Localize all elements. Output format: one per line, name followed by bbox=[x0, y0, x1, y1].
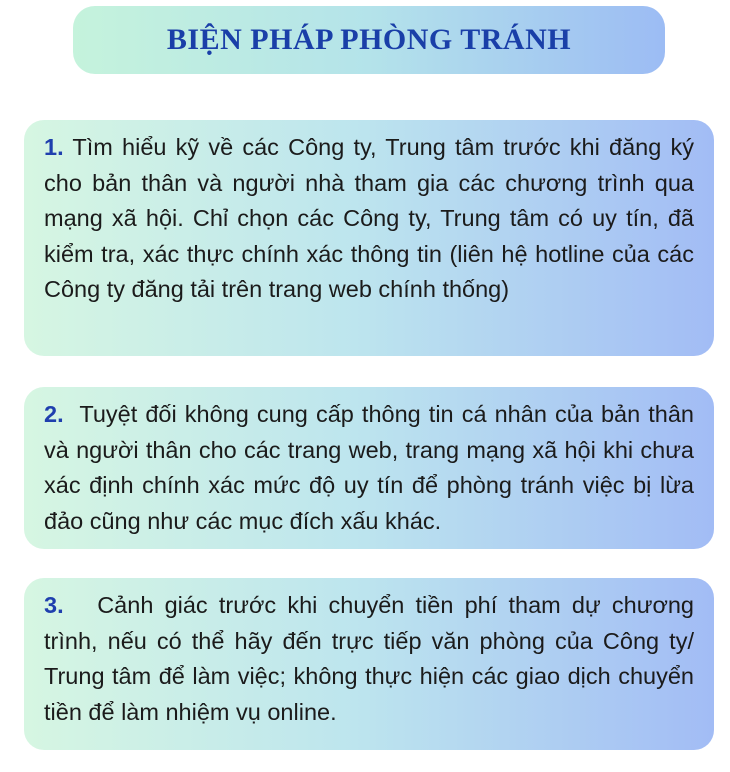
measure-text-3: Cảnh giác trước khi chuyển tiền phí tham dự chương trình, nếu có thể hãy đến trực tiếp văn phòng của Công ty/ Trung tâm để làm việc; không thực hiện các giao dịch chuyển tiền để làm nhiệm vụ online. bbox=[44, 592, 694, 725]
page-title: BIỆN PHÁP PHÒNG TRÁNH bbox=[166, 23, 572, 56]
measure-number-3: 3. bbox=[44, 592, 64, 618]
measure-number-2: 2. bbox=[44, 401, 64, 427]
measure-paragraph-1 bbox=[44, 130, 694, 308]
measure-paragraph-2 bbox=[44, 397, 694, 539]
measure-card-1 bbox=[24, 120, 714, 356]
measure-number-1: 1. bbox=[44, 134, 64, 160]
title-banner bbox=[73, 6, 665, 74]
measure-paragraph-3 bbox=[44, 588, 694, 730]
measure-card-3 bbox=[24, 578, 714, 750]
measure-card-2 bbox=[24, 387, 714, 549]
measure-text-1: Tìm hiểu kỹ về các Công ty, Trung tâm trước khi đăng ký cho bản thân và người nhà tham gia các chương trình qua mạng xã hội. Chỉ chọn các Công ty, Trung tâm có uy tín, đã kiểm tra, xác thực chính xác thông tin (liên hệ hotline của các Công ty đăng tải trên trang web chính thống) bbox=[44, 134, 694, 302]
measure-text-2: Tuyệt đối không cung cấp thông tin cá nhân của bản thân và người thân cho các trang web, trang mạng xã hội khi chưa xác định chính xác mức độ uy tín để phòng tránh việc bị lừa đảo cũng như các mục đích xấu khác. bbox=[44, 401, 694, 534]
